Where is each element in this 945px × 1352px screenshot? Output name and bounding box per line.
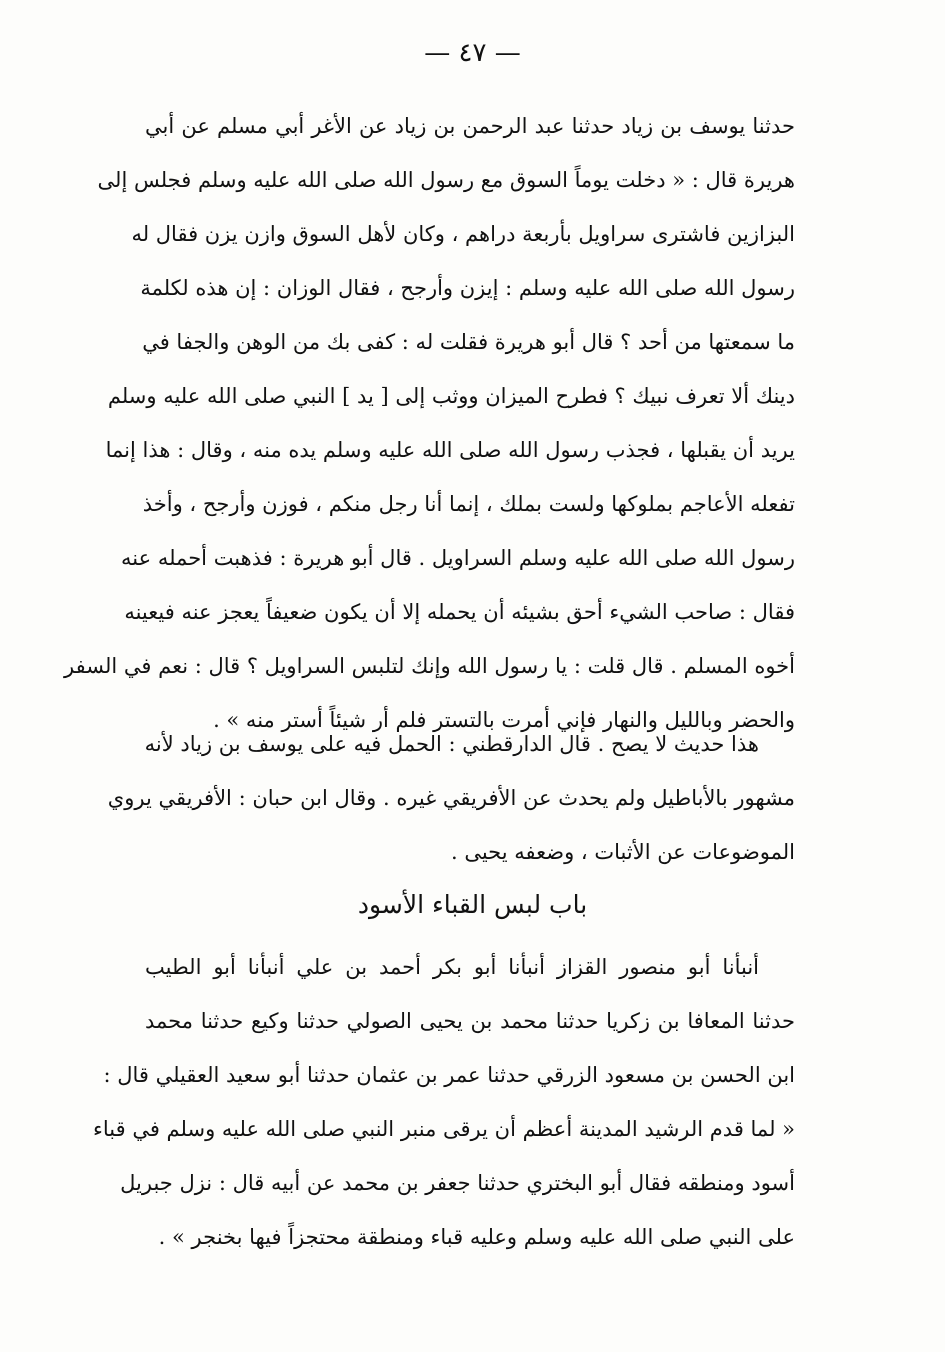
hadith-narration-paragraph: [64, 99, 795, 747]
text-line: يريد أن يقبلها ، فجذب رسول الله صلى الله عليه وسلم يده منه ، وقال : هذا إنما: [105, 438, 795, 462]
text-line: ابن الحسن بن مسعود الزرقي حدثنا عمر بن عثمان حدثنا أبو سعيد العقيلي قال :: [103, 1063, 795, 1087]
text-line: على النبي صلى الله عليه وسلم وعليه قباء ومنطقة محتجزاً فيها بخنجر » .: [158, 1225, 795, 1249]
chapter-heading: باب لبس القباء الأسود: [357, 890, 588, 919]
chapter-narration-paragraph: [93, 940, 795, 1264]
text-line: ما سمعتها من أحد ؟ قال أبو هريرة فقلت له : كفى بك من الوهن والجفا في: [142, 330, 795, 354]
text-line: البزازين فاشترى سراويل بأربعة دراهم ، وكان لأهل السوق وازن يزن فقال له: [131, 222, 795, 246]
text-line: أخوه المسلم . قال قلت : يا رسول الله وإنك لتلبس السراويل ؟ قال : نعم في السفر: [64, 654, 795, 678]
text-line: أنبأنا أبو منصور القزاز أنبأنا أبو بكر أحمد بن علي أنبأنا أبو الطيب: [145, 955, 759, 979]
text-line: والحضر وبالليل والنهار فإني أمرت بالتستر فلم أر شيئاً أستر منه » .: [213, 708, 795, 732]
text-line: مشهور بالأباطيل ولم يحدث عن الأفريقي غيره . وقال ابن حبان : الأفريقي يروي: [107, 786, 795, 810]
text-line: الموضوعات عن الأثبات ، وضعفه يحيى .: [450, 840, 795, 864]
text-line: فقال : صاحب الشيء أحق بشيئه أن يحمله إلا أن يكون ضعيفاً يعجز عنه فيعينه: [124, 600, 795, 624]
text-line: « لما قدم الرشيد المدينة أعظم أن يرقى منبر النبي صلى الله عليه وسلم في قباء: [93, 1117, 795, 1141]
text-line: حدثنا المعافا بن زكريا حدثنا محمد بن يحيى الصولي حدثنا وكيع حدثنا محمد: [145, 1009, 795, 1033]
text-line: رسول الله صلى الله عليه وسلم : إيزن وأرجح ، فقال الوزان : إن هذه لكلمة: [140, 276, 795, 300]
page-number: — ٤٧ —: [424, 38, 521, 68]
text-line: دينك ألا تعرف نبيك ؟ فطرح الميزان ووثب إلى [ يد ] النبي صلى الله عليه وسلم: [107, 384, 795, 408]
text-line: رسول الله صلى الله عليه وسلم السراويل . قال أبو هريرة : فذهبت أحمله عنه: [121, 546, 795, 570]
text-line: حدثنا يوسف بن زياد حدثنا عبد الرحمن بن زياد عن الأغر أبي مسلم عن أبي: [145, 114, 795, 138]
text-line: هذا حديث لا يصح . قال الدارقطني : الحمل فيه على يوسف بن زياد لأنه: [144, 732, 759, 756]
text-line: تفعله الأعاجم بملوكها ولست بملك ، إنما أنا رجل منكم ، فوزن وأرجح ، وأخذ: [142, 492, 795, 516]
text-line: أسود ومنطقه فقال أبو البختري حدثنا جعفر بن محمد عن أبيه قال : نزل جبريل: [120, 1171, 795, 1195]
text-line: هريرة قال : « دخلت يوماً السوق مع رسول الله صلى الله عليه وسلم فجلس إلى: [97, 168, 795, 192]
commentary-paragraph: [107, 717, 795, 879]
